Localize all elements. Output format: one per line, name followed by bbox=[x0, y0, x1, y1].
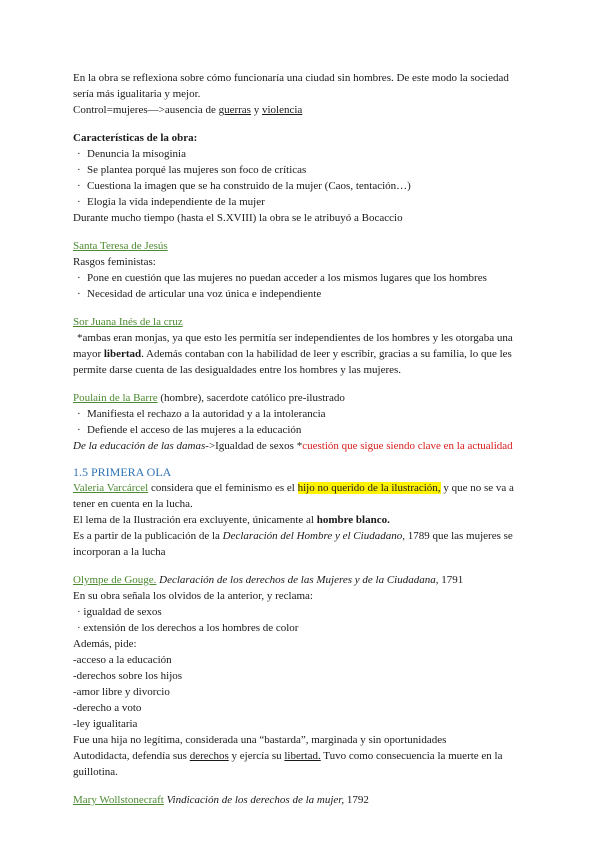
hombre-blanco-bold: hombre blanco. bbox=[316, 514, 390, 526]
intro-line-2: sería más igualitaria y mejor. bbox=[73, 88, 201, 100]
text-span: Es a partir de la publicación de la bbox=[73, 530, 223, 542]
olympe-work-title: Declaración de los derechos de las Mujeres y de la Ciudadana, bbox=[159, 574, 439, 586]
highlighted-text: hijo no querido de la ilustración, bbox=[297, 482, 441, 494]
bocaccio-note: Durante mucho tiempo (hasta el S.XVIII) la obra se le atribuyó a Bocaccio bbox=[73, 212, 403, 224]
mary-heading: Mary Wollstonecraft bbox=[73, 794, 164, 806]
list-item: · Pone en cuestión que las mujeres no puedan acceder a los mismos lugares que los hombres bbox=[73, 270, 553, 286]
text-span: Autodidacta, defendía sus bbox=[73, 750, 190, 762]
olympe-year: 1791 bbox=[438, 574, 464, 586]
ademas-label: Además, pide: bbox=[73, 638, 137, 650]
text-span: y ejercía su bbox=[228, 750, 285, 762]
red-note: cuestión que sigue siendo clave en la actualidad bbox=[302, 440, 513, 452]
violencia-link: violencia bbox=[261, 104, 303, 116]
list-item: · igualdad de sexos bbox=[77, 606, 162, 618]
olympe-heading: Olympe de Gouge. bbox=[73, 574, 157, 586]
poulain-work-title: De la educación de las damas bbox=[73, 440, 206, 452]
list-item: · Cuestiona la imagen que se ha construido de la mujer (Caos, tentación…) bbox=[73, 178, 553, 194]
valeria-line-2: tener en cuenta en la lucha. bbox=[73, 498, 193, 510]
mary-work-title: Vindicación de los derechos de la mujer, bbox=[163, 794, 345, 806]
list-item: · extensión de los derechos a los hombres de color bbox=[77, 622, 299, 634]
text-span: mayor bbox=[73, 348, 104, 360]
list-item: · Elogia la vida independiente de la mujer bbox=[73, 194, 553, 210]
sorjuana-line-3: permite darse cuenta de las desigualdades entre los hombres y las mujeres. bbox=[73, 364, 402, 376]
libertad-bold: libertad bbox=[103, 348, 142, 360]
lema-line bbox=[73, 512, 553, 528]
text-span: , 1789 que las mujeres se bbox=[402, 530, 513, 542]
list-item: · Defiende el acceso de las mujeres a la educación bbox=[73, 422, 553, 438]
declaracion-title: Declaración del Hombre y el Ciudadano bbox=[222, 530, 403, 542]
list-item: · Se plantea porqué las mujeres son foco de críticas bbox=[73, 162, 553, 178]
poulain-desc: (hombre), sacerdote católico pre-ilustrado bbox=[157, 392, 345, 404]
list-item: -amor libre y divorcio bbox=[73, 686, 170, 698]
text-span: considera que el feminismo es el bbox=[148, 482, 298, 494]
text-span: El lema de la Ilustración era excluyente, únicamente al bbox=[73, 514, 317, 526]
poulain-work-line bbox=[73, 438, 553, 454]
olympe-line bbox=[73, 572, 553, 588]
sorjuana-heading: Sor Juana Inés de la cruz bbox=[73, 316, 183, 328]
hija-line: Fue una hija no legítima, considerada una “bastarda”, marginada y sin oportunidades bbox=[73, 734, 447, 746]
valeria-line bbox=[73, 480, 553, 496]
poulain-heading: Poulain de la Barre bbox=[73, 392, 158, 404]
primera-ola-heading: 1.5 PRIMERA OLA bbox=[73, 465, 172, 479]
derechos-underlined: derechos bbox=[189, 750, 229, 762]
caracteristicas-heading: Características de la obra: bbox=[73, 132, 198, 144]
sorjuana-line-1: *ambas eran monjas, ya que esto les permitía ser independientes de los hombres y les otorgaba una bbox=[77, 332, 513, 344]
text-span: ->Igualdad de sexos * bbox=[205, 440, 303, 452]
list-item: · Necesidad de articular una voz única e independiente bbox=[73, 286, 553, 302]
list-item: -derecho a voto bbox=[73, 702, 142, 714]
control-prefix: Control=mujeres—>ausencia de bbox=[73, 104, 219, 116]
list-item: · Manifiesta el rechazo a la autoridad y a la intolerancia bbox=[73, 406, 553, 422]
list-item: · Denuncia la misoginia bbox=[73, 146, 553, 162]
list-item: -acceso a la educación bbox=[73, 654, 172, 666]
sorjuana-line-2 bbox=[73, 346, 553, 362]
text-span: . Además contaban con la habilidad de leer y escribir, gracias a su familia, lo que les bbox=[141, 348, 512, 360]
declaracion-line bbox=[73, 528, 553, 544]
teresa-heading: Santa Teresa de Jesús bbox=[73, 240, 168, 252]
declaracion-line-2: incorporan a la lucha bbox=[73, 546, 166, 558]
conjunction: y bbox=[250, 104, 262, 116]
list-item: -derechos sobre los hijos bbox=[73, 670, 183, 682]
guillotina-line: guillotina. bbox=[73, 766, 118, 778]
intro-line-1: En la obra se reflexiona sobre cómo funcionaría una ciudad sin hombres. De este modo la sociedad bbox=[73, 72, 509, 84]
libertad-underlined: libertad. bbox=[284, 750, 321, 762]
valeria-name: Valeria Varcárcel bbox=[73, 482, 149, 494]
guerras-link: guerras bbox=[218, 104, 251, 116]
text-span: y que no se va a bbox=[440, 482, 514, 494]
list-item: -ley igualitaria bbox=[73, 718, 138, 730]
text-span: Tuvo como consecuencia la muerte en la bbox=[320, 750, 503, 762]
mary-year: 1792 bbox=[344, 794, 369, 806]
document-page bbox=[73, 70, 553, 808]
poulain-line bbox=[73, 390, 553, 406]
autodidacta-line bbox=[73, 748, 553, 764]
mary-line bbox=[73, 792, 553, 808]
control-line bbox=[73, 102, 553, 118]
olympe-line-1: En su obra señala los olvidos de la anterior, y reclama: bbox=[73, 590, 313, 602]
rasgos-label: Rasgos feministas: bbox=[73, 256, 156, 268]
